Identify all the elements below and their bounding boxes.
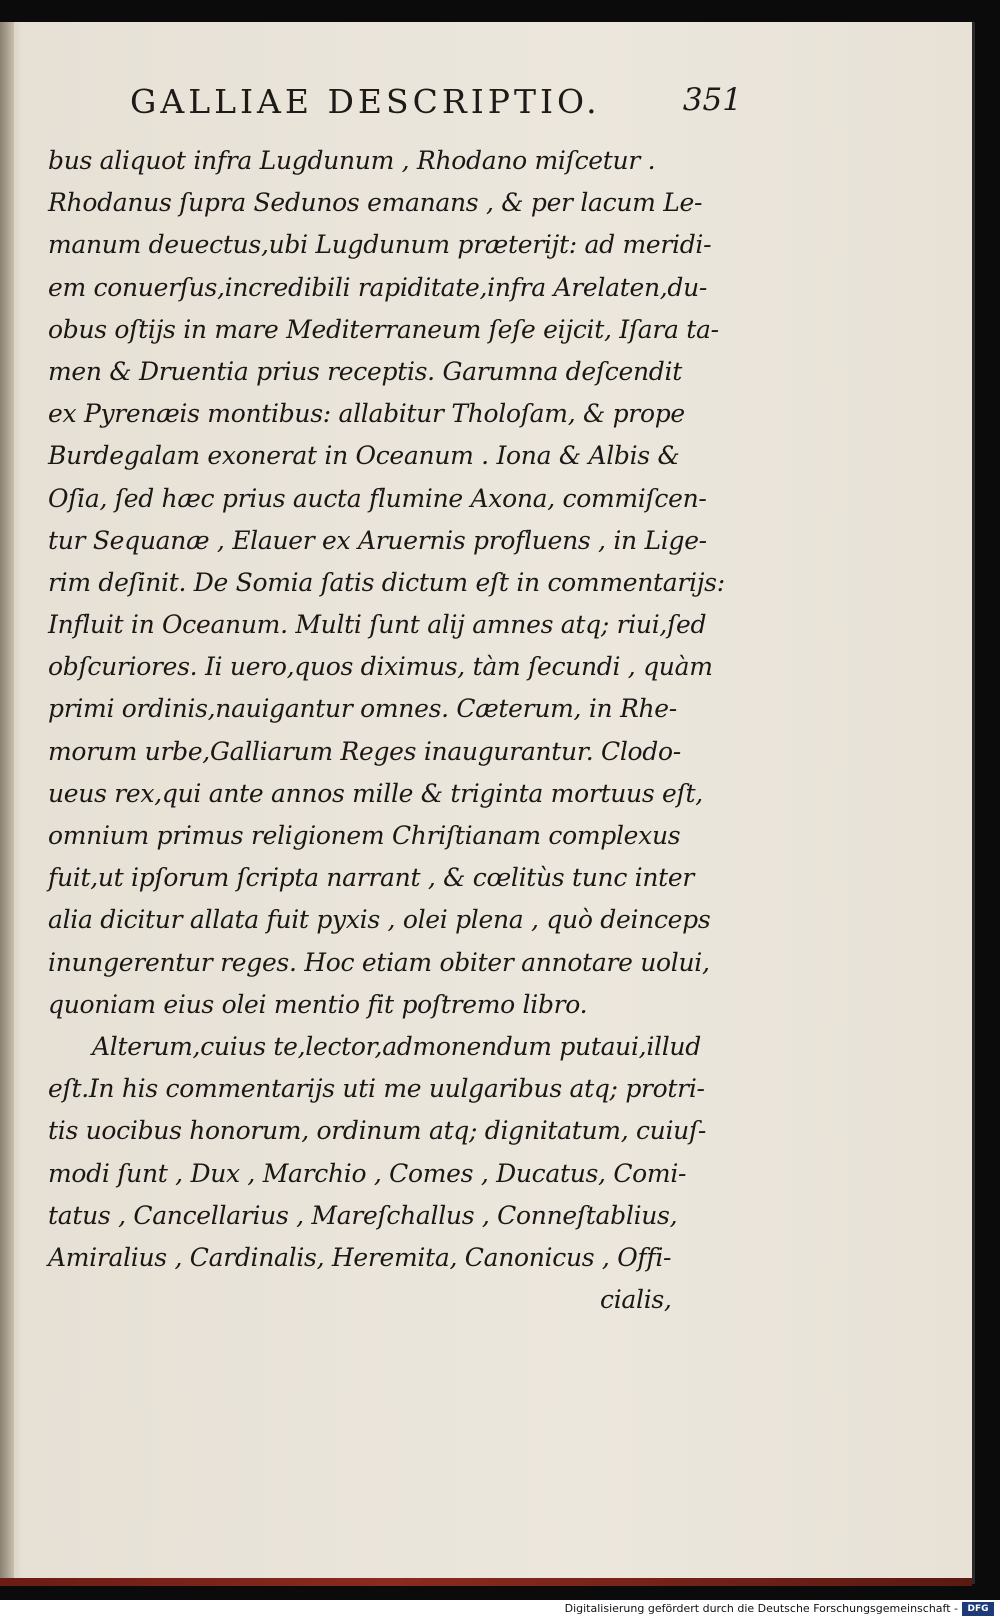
running-title: GALLIAE DESCRIPTIO.	[130, 82, 601, 121]
text-line: Rhodanus ſupra Sedunos emanans , & per lacum Le-	[48, 188, 703, 218]
text-block	[48, 140, 748, 1321]
paragraph-first-line: Alterum,cuius te,lector,admonendum putaui,illud	[92, 1031, 701, 1061]
text-line: quoniam eius olei mentio fit poſtremo libro.	[48, 989, 588, 1019]
page-gutter-shadow	[0, 22, 14, 1584]
digitization-credit: Digitalisierung gefördert durch die Deutsche Forschungsgemeinschaft -	[564, 1602, 958, 1615]
text-line: tis uocibus honorum, ordinum atq; dignitatum, cuiuſ-	[48, 1116, 707, 1146]
text-line: omnium primus religionem Chriſtianam complexus	[48, 821, 681, 850]
text-line: inungerentur reges. Hoc etiam obiter annotare uolui,	[48, 947, 710, 977]
text-line: manum deuectus,ubi Lugdunum præterijt: ad meridi-	[48, 230, 712, 260]
page-bottom-edge	[0, 1578, 972, 1586]
text-line: Influit in Oceanum. Multi ſunt alij amnes atq; riui,ſed	[48, 610, 707, 640]
text-line: Burdegalam exonerat in Oceanum . Iona & Albis &	[48, 441, 680, 471]
page-header	[130, 82, 742, 132]
page-number: 351	[682, 82, 742, 118]
text-line: morum urbe,Galliarum Reges inaugurantur. Clodo-	[48, 736, 681, 766]
text-line: tur Sequanæ , Elauer ex Aruernis profluens , in Lige-	[48, 525, 707, 555]
text-line: fuit,ut ipſorum ſcripta narrant , & cœlitùs tunc inter	[48, 863, 695, 893]
text-line: obſcuriores. Ii uero,quos diximus, tàm ſecundi , quàm	[48, 652, 713, 682]
text-line: ueus rex,qui ante annos mille & triginta mortuus eſt,	[48, 778, 703, 808]
catchword: cialis,	[600, 1285, 672, 1315]
text-line: primi ordinis,nauigantur omnes. Cæterum, in Rhe-	[48, 694, 677, 724]
text-line: alia dicitur allata fuit pyxis , olei plena , quò deinceps	[48, 905, 711, 935]
text-line: bus aliquot infra Lugdunum , Rhodano miſcetur .	[48, 146, 656, 175]
text-line: modi ſunt , Dux , Marchio , Comes , Ducatus, Comi-	[48, 1158, 687, 1188]
text-line: eſt.In his commentarijs uti me uulgaribus atq; protri-	[48, 1074, 705, 1104]
text-line: men & Druentia prius receptis. Garumna deſcendit	[48, 356, 682, 386]
text-line: obus oſtijs in mare Mediterraneum ſeſe eijcit, Iſara ta-	[48, 314, 719, 344]
text-line: rim deſinit. De Somia ſatis dictum eſt in commentarijs:	[48, 567, 725, 597]
text-line: Oſia, ſed hæc prius aucta flumine Axona, commiſcen-	[48, 483, 707, 513]
text-line: tatus , Cancellarius , Mareſchallus , Conneſtablius,	[48, 1200, 678, 1230]
text-line: ex Pyrenæis montibus: allabitur Tholoſam, & prope	[48, 399, 685, 429]
text-line: Amiralius , Cardinalis, Heremita, Canonicus , Offi-	[48, 1242, 672, 1272]
text-line: em conuerſus,incredibili rapiditate,infra Arelaten,du-	[48, 272, 708, 302]
dfg-logo: DFG	[962, 1602, 994, 1616]
